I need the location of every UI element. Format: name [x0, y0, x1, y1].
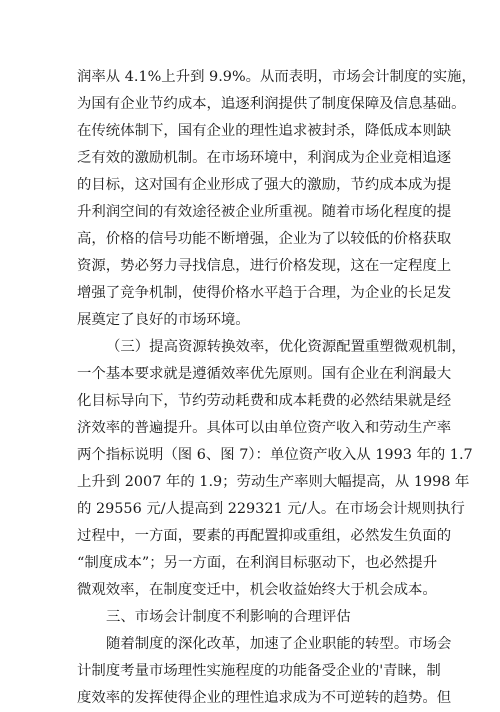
paragraph-3-line-2: 计制度考量市场理性实施程度的功能备受企业的'青睐，制 — [77, 663, 441, 679]
paragraph-1-line-5: 的目标，这对国有企业形成了强大的激励，节约成本成为提 — [77, 177, 452, 193]
paragraph-1-line-9: 增强了竞争机制，使得价格水平趋于合理，为企业的长足发 — [77, 285, 452, 301]
paragraph-1-line-1: 润率从 4.1%上升到 9.9%。从而表明，市场会计制度的实施， — [77, 69, 476, 85]
paragraph-2-line-9: “制度成本”；另一方面，在利润目标驱动下，也必然提升 — [77, 555, 438, 571]
paragraph-2-line-2: 一个基本要求就是遵循效率优先原则。国有企业在利润最大 — [77, 366, 452, 382]
paragraph-2-line-1: （三）提高资源转换效率，优化资源配置重塑微观机制， — [106, 339, 466, 355]
paragraph-3-line-3: 度效率的发挥使得企业的理性追求成为不可逆转的趋势。但 — [77, 690, 452, 706]
paragraph-1-line-4: 乏有效的激励机制。在市场环境中，利润成为企业竞相追逐 — [77, 150, 452, 166]
paragraph-2-line-4: 济效率的普遍提升。具体可以由单位资产收入和劳动生产率 — [77, 420, 452, 436]
paragraph-1-line-2: 为国有企业节约成本，追逐利润提供了制度保障及信息基础。 — [77, 96, 466, 112]
paragraph-3-line-1: 随着制度的深化改革，加速了企业职能的转型。市场会 — [106, 636, 452, 652]
section-heading: 三、市场会计制度不利影响的合理评估 — [106, 609, 351, 625]
paragraph-2-line-3: 化目标导向下，节约劳动耗费和成本耗费的必然结果就是经 — [77, 393, 452, 409]
paragraph-1-line-7: 高，价格的信号功能不断增强，企业为了以较低的价格获取 — [77, 231, 452, 247]
paragraph-1-line-3: 在传统体制下，国有企业的理性追求被封杀，降低成本则缺 — [77, 123, 452, 139]
paragraph-2-line-8: 过程中，一方面，要素的再配置抑或重组，必然发生负面的 — [77, 528, 452, 544]
paragraph-1-line-8: 资源，势必努力寻找信息，进行价格发现，这在一定程度上 — [77, 258, 452, 274]
paragraph-2-line-5: 两个指标说明（图 6、图 7）：单位资产收入从 1993 年的 1.7 — [77, 447, 473, 463]
paragraph-1-line-6: 升利润空间的有效途径被企业所重视。随着市场化程度的提 — [77, 204, 452, 220]
paragraph-2-line-6: 上升到 2007 年的 1.9；劳动生产率则大幅提高，从 1998 年 — [77, 474, 470, 490]
paragraph-2-line-7: 的 29556 元/人提高到 229321 元/人。在市场会计规则执行 — [77, 501, 465, 517]
paragraph-1-line-10: 展奠定了良好的市场环境。 — [77, 312, 250, 328]
paragraph-2-line-10: 微观效率，在制度变迁中，机会收益始终大于机会成本。 — [77, 582, 437, 598]
